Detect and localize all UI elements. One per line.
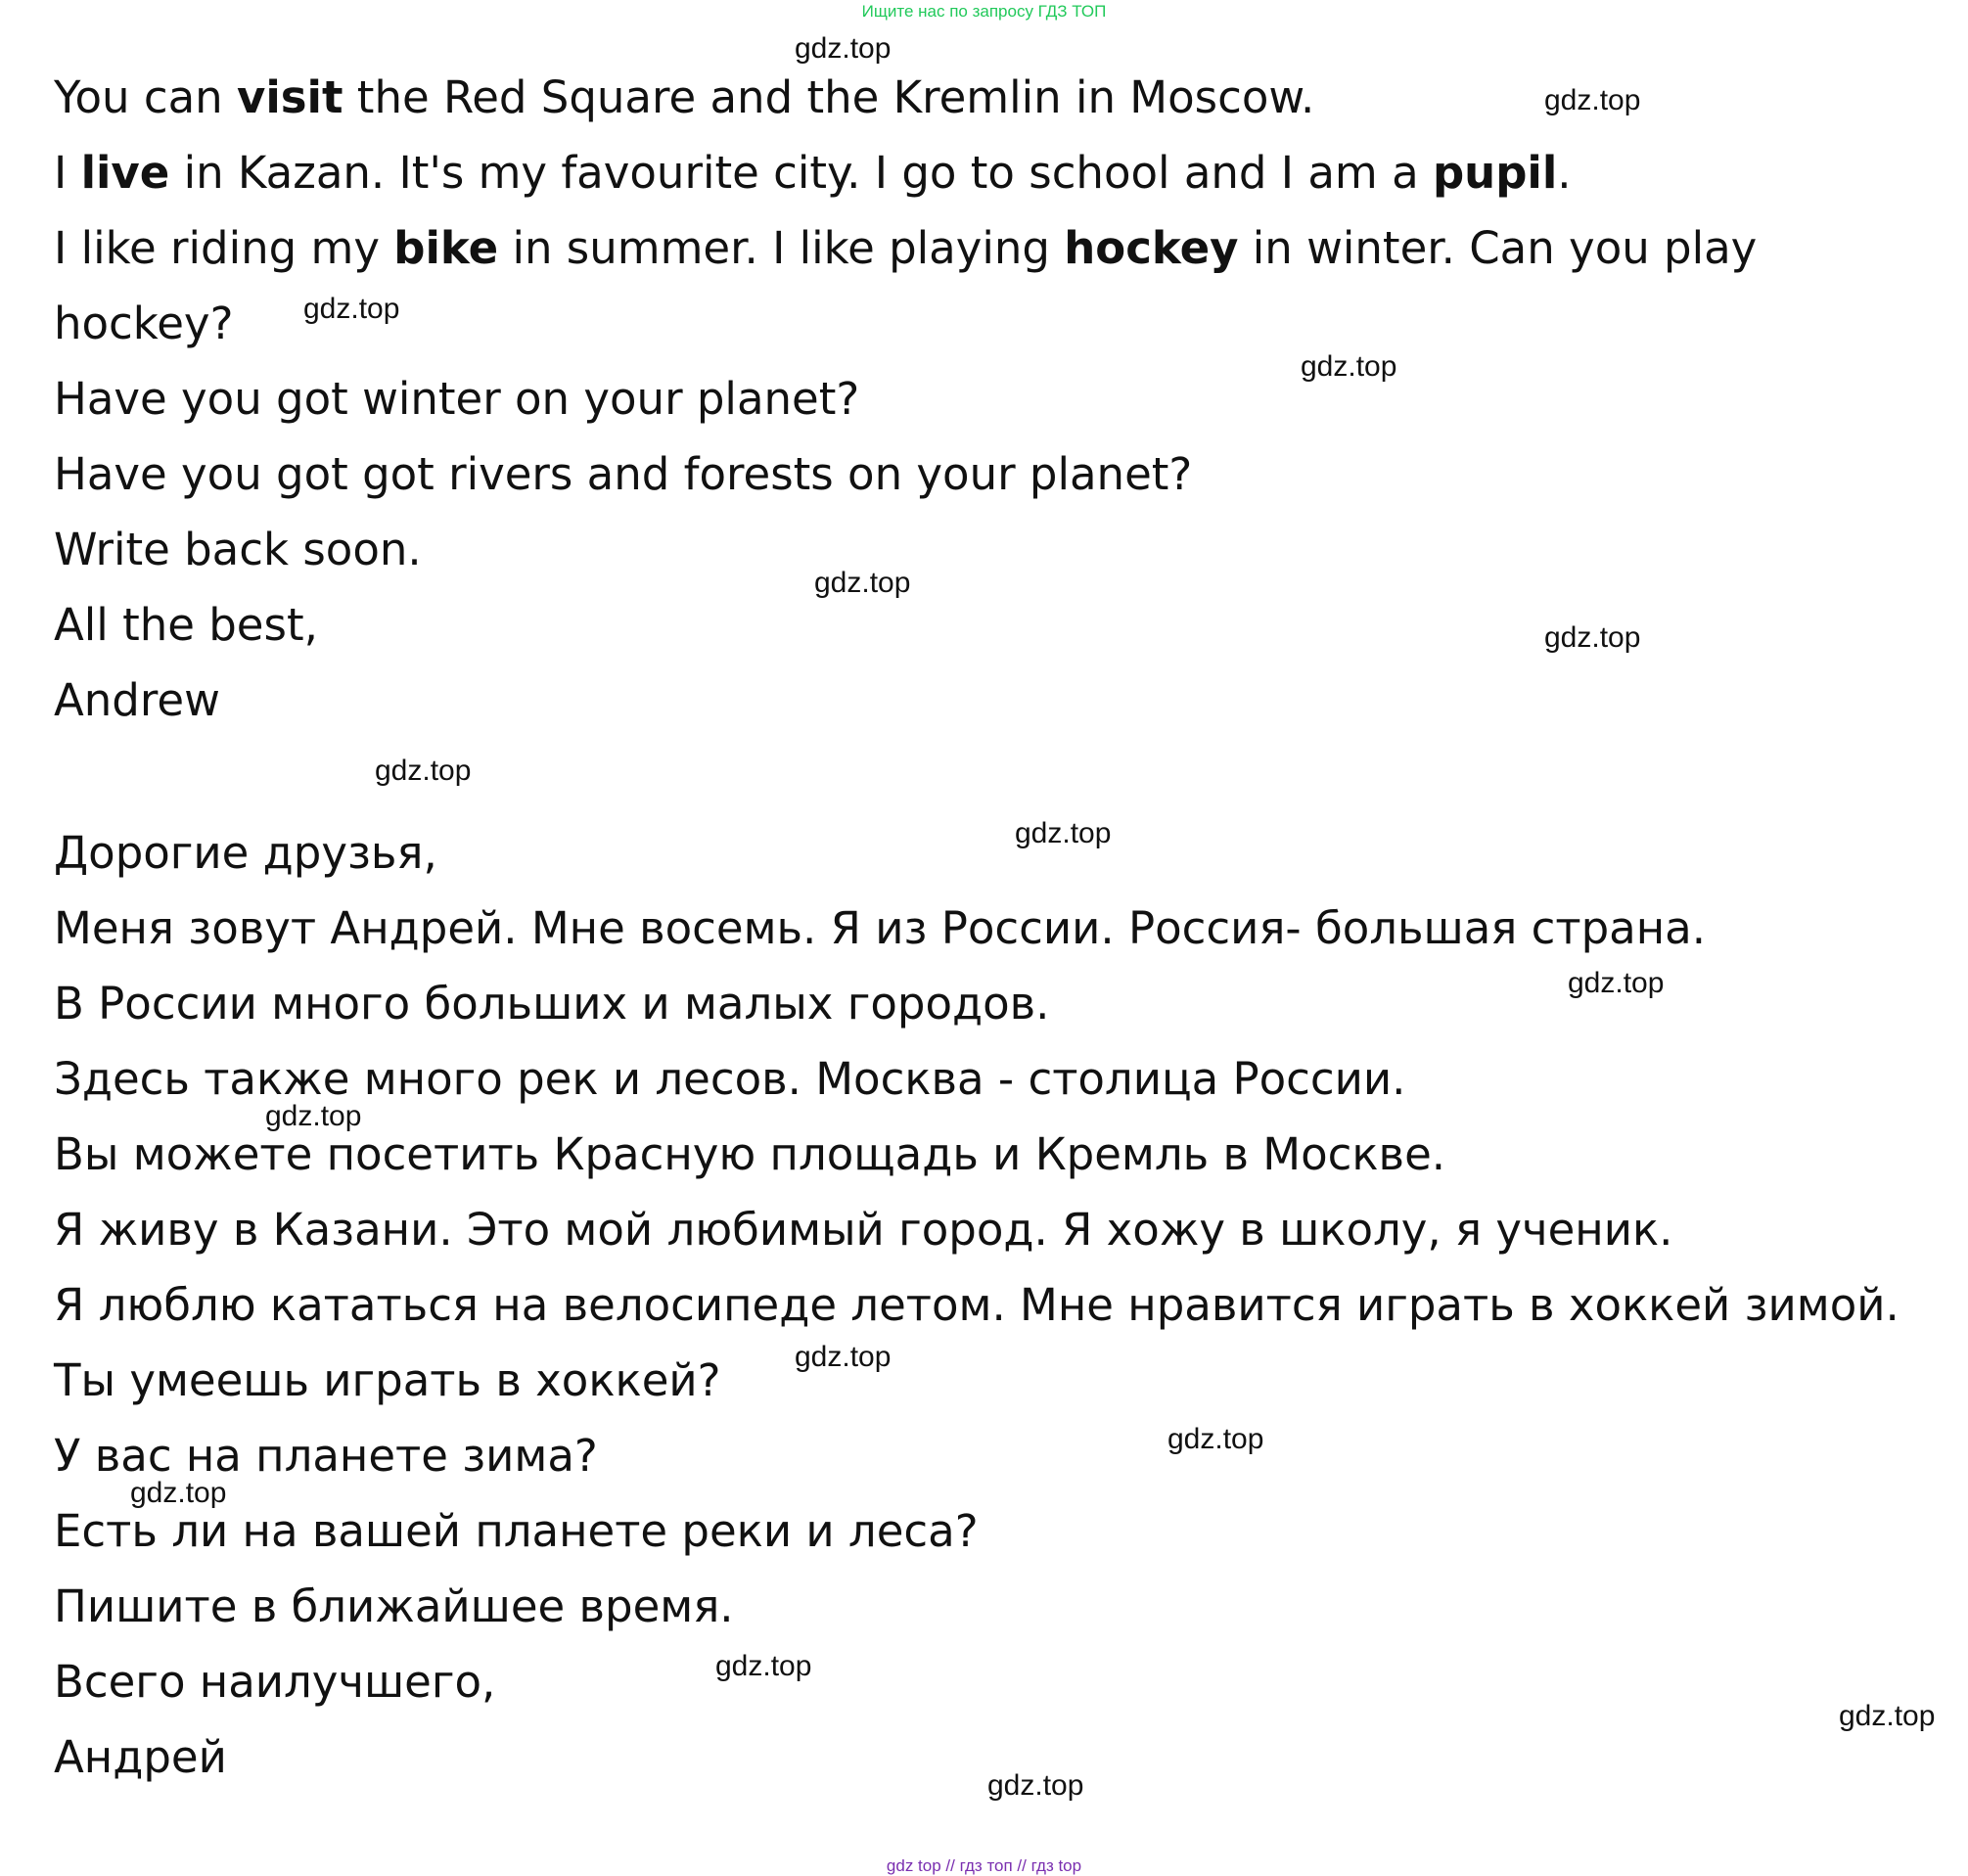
watermark: gdz.top	[1544, 84, 1641, 116]
english-line-4: hockey?	[54, 297, 234, 349]
russian-line-6: Я живу в Казани. Это мой любимый город. Я хожу в школу, я ученик.	[54, 1204, 1673, 1256]
russian-line-3: В России много больших и малых городов.	[54, 978, 1050, 1030]
watermark: gdz.top	[375, 755, 472, 787]
text-span: in winter. Can you play	[1238, 222, 1758, 274]
english-line-2	[54, 144, 1572, 203]
bold-word: live	[80, 147, 170, 199]
bottom-banner: gdz top // гдз топ // гдз top	[886, 1856, 1082, 1875]
russian-line-10: Есть ли на вашей планете реки и леса?	[54, 1505, 979, 1557]
text-span: I	[54, 147, 81, 199]
english-line-1	[54, 69, 1314, 127]
text-span: in Kazan. It's my favourite city. I go to school and I am a	[169, 147, 1433, 199]
watermark: gdz.top	[1839, 1700, 1936, 1732]
english-line-5: Have you got winter on your planet?	[54, 373, 860, 425]
bold-word: pupil	[1432, 147, 1558, 199]
russian-line-2: Меня зовут Андрей. Мне восемь. Я из России. Россия- большая страна.	[54, 902, 1707, 954]
watermark: gdz.top	[987, 1769, 1084, 1802]
russian-line-12: Всего наилучшего,	[54, 1656, 496, 1708]
russian-line-4: Здесь также много рек и лесов. Москва - столица России.	[54, 1053, 1406, 1105]
watermark: gdz.top	[1167, 1423, 1264, 1455]
english-line-6: Have you got got rivers and forests on your planet?	[54, 448, 1193, 500]
russian-line-1: Дорогие друзья,	[54, 827, 437, 879]
russian-line-9: У вас на планете зима?	[54, 1430, 598, 1482]
watermark: gdz.top	[715, 1650, 812, 1682]
russian-line-5: Вы можете посетить Красную площадь и Кремль в Москве.	[54, 1128, 1446, 1180]
watermark: gdz.top	[303, 293, 400, 325]
russian-line-8: Ты умеешь играть в хоккей?	[54, 1354, 721, 1406]
russian-line-11: Пишите в ближайшее время.	[54, 1580, 734, 1632]
watermark: gdz.top	[1015, 817, 1112, 849]
russian-line-7: Я люблю кататься на велосипеде летом. Мне нравится играть в хоккей зимой.	[54, 1279, 1899, 1331]
english-line-9: Andrew	[54, 674, 220, 726]
text-span: .	[1557, 147, 1572, 199]
watermark: gdz.top	[1301, 350, 1397, 383]
watermark: gdz.top	[795, 1341, 892, 1373]
english-line-3	[54, 219, 1757, 278]
bold-word: visit	[237, 71, 343, 123]
text-span: You can	[54, 71, 238, 123]
english-line-8: All the best,	[54, 599, 318, 651]
russian-line-13: Андрей	[54, 1731, 227, 1783]
watermark: gdz.top	[130, 1477, 227, 1509]
watermark: gdz.top	[814, 567, 911, 599]
watermark: gdz.top	[265, 1100, 362, 1132]
watermark: gdz.top	[1544, 621, 1641, 654]
bold-word: bike	[393, 222, 499, 274]
text-span: the Red Square and the Kremlin in Moscow.	[343, 71, 1315, 123]
watermark: gdz.top	[795, 32, 892, 65]
watermark: gdz.top	[1568, 967, 1665, 999]
english-line-7: Write back soon.	[54, 524, 422, 575]
text-span: I like riding my	[54, 222, 394, 274]
bold-word: hockey	[1064, 222, 1239, 274]
top-banner: Ищите нас по запросу ГДЗ ТОП	[861, 2, 1107, 21]
text-span: in summer. I like playing	[498, 222, 1065, 274]
